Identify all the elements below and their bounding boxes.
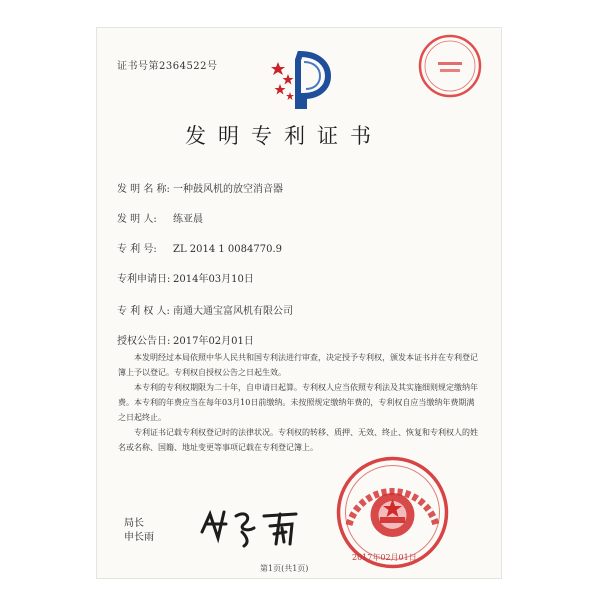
director-name: 申长雨 [124, 532, 154, 543]
field-label: 专 利 权 人: [117, 306, 170, 317]
certificate-body [118, 350, 480, 455]
field-label: 专 利 号: [117, 244, 157, 255]
page-number: 第1页(共1页) [260, 564, 309, 573]
field-value: ZL 2014 1 0084770.9 [173, 244, 283, 255]
field-patentee [117, 302, 293, 317]
seal-date: 2017年02月01日 [352, 553, 417, 562]
field-label: 专利申请日: [117, 274, 171, 285]
special-seal-stamp [416, 32, 484, 100]
body-paragraph: 专利证书记载专利权登记时的法律状况。专利权的转移、质押、无效、终止、恢复和专利权人的姓名或名称、国籍、地址变更等事项记载在专利登记簿上。 [118, 428, 478, 452]
field-invention-name [117, 180, 283, 195]
certificate-number: 证书号第2364522号 [117, 61, 218, 72]
field-inventor [117, 210, 203, 225]
field-value: 南通大通宝富风机有限公司 [173, 306, 293, 317]
field-value: 2014年03月10日 [173, 274, 254, 285]
field-label: 授权公告日: [117, 336, 171, 347]
patent-office-logo-icon [270, 48, 334, 110]
director-signature [196, 502, 306, 550]
certificate-title: 发明专利证书 [185, 124, 383, 148]
body-paragraph: 本专利的专利权期限为二十年，自申请日起算。专利权人应当依照专利法及其实施细则规定缴纳年费。本专利的年费应当在每年03月10日前缴纳。未按照规定缴纳年费的，专利权自应当缴纳年费期满之日起终止。 [118, 383, 478, 422]
field-application-date [117, 270, 254, 285]
field-grant-date [117, 332, 254, 347]
field-label: 发 明 人: [117, 214, 157, 225]
body-paragraph: 本发明经过本局依照中华人民共和国专利法进行审查，决定授予专利权，颁发本证书并在专利登记簿上予以登记。专利权自授权公告之日起生效。 [118, 353, 478, 377]
field-value: 练亚晨 [173, 214, 203, 225]
field-label: 发 明 名 称: [117, 184, 170, 195]
field-value: 2017年02月01日 [173, 336, 254, 347]
field-patent-number [117, 240, 282, 255]
director-title: 局长 [124, 518, 144, 529]
director-block [124, 517, 154, 545]
field-value: 一种鼓风机的放空消音器 [173, 184, 283, 195]
